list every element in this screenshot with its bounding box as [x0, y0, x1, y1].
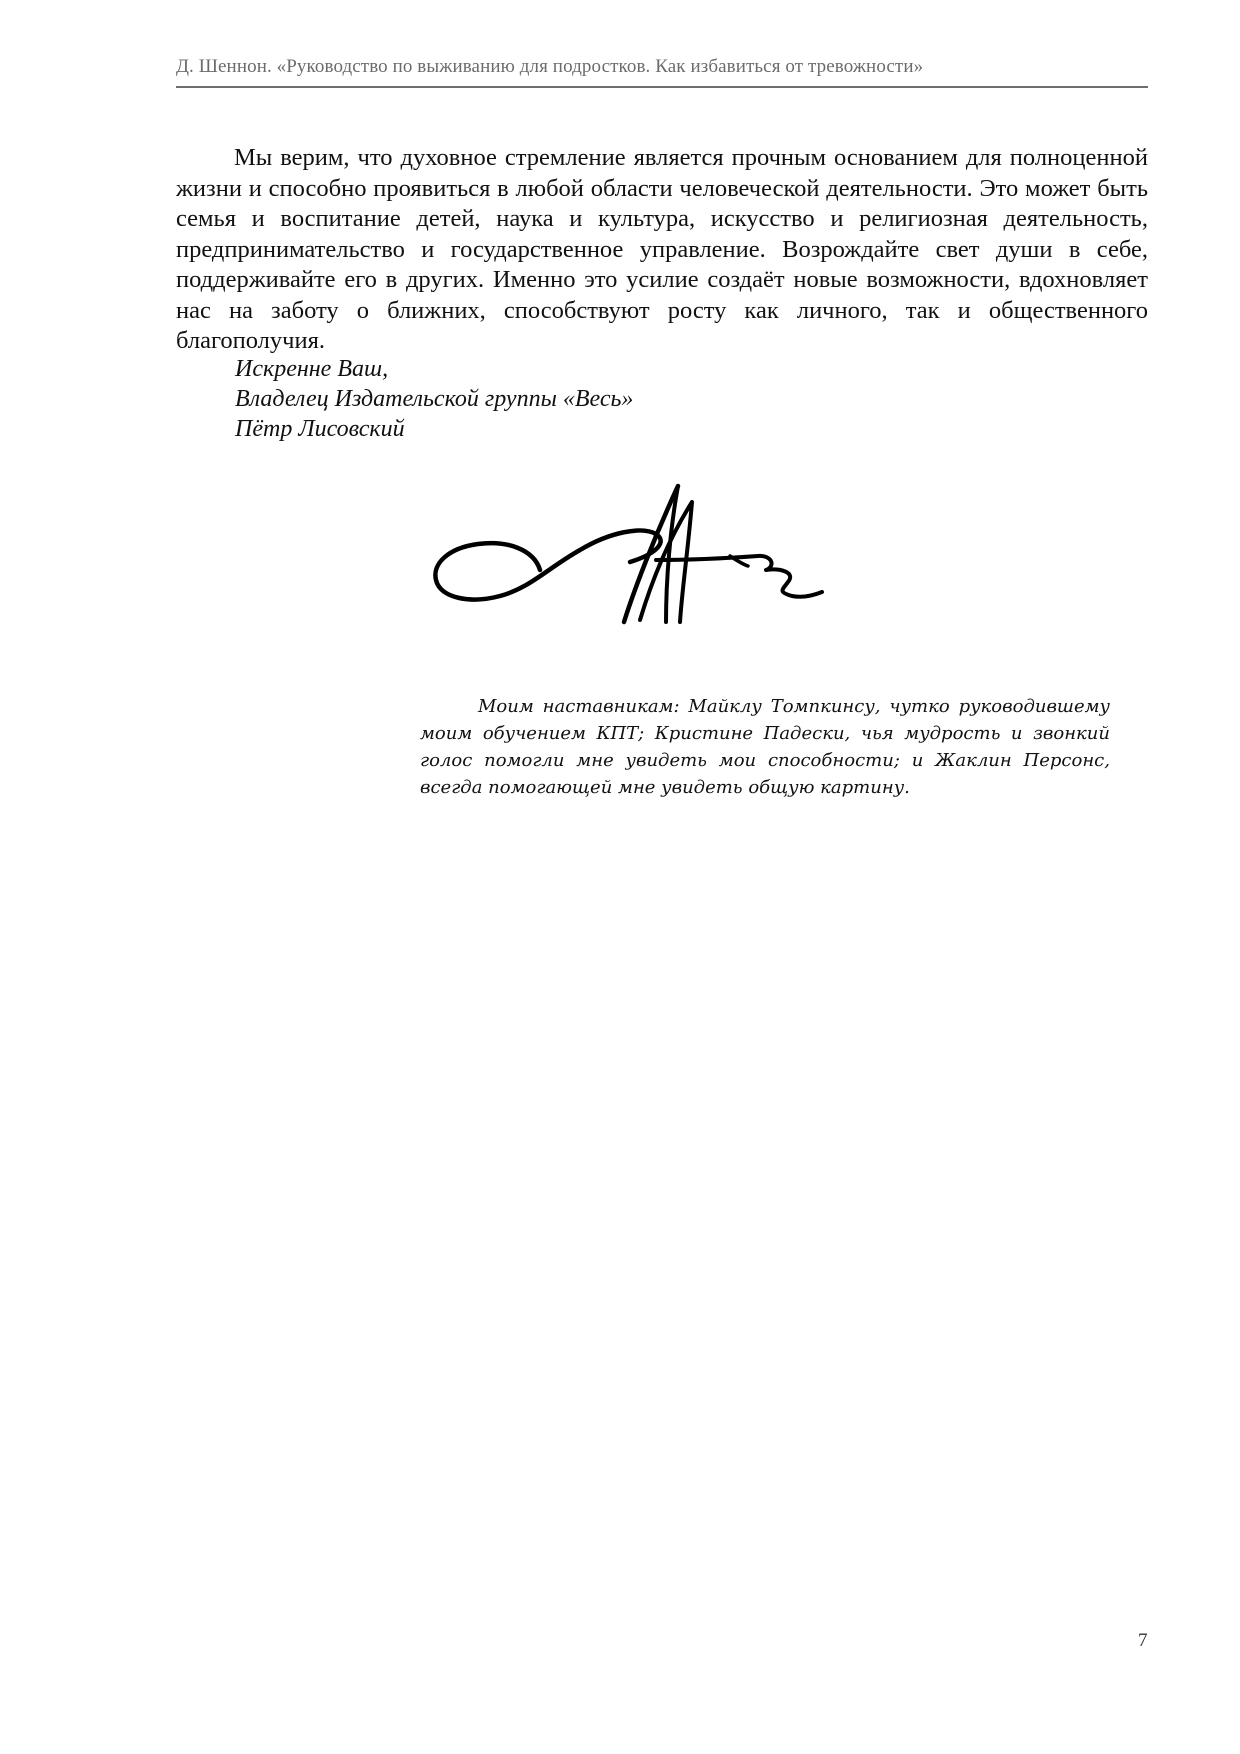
signoff-name: Пётр Лисовский	[235, 416, 405, 442]
handwritten-signature	[430, 480, 910, 640]
page-number: 7	[1138, 1630, 1148, 1651]
body-paragraph: Мы верим, что духовное стремление является прочным основанием для полноценной жизни и способно проявиться в любой области человеческой деятельности. Это может быть семья и воспитание детей, наука и культура, искусство и религиозная деятельность, предпринимательство и государственное управление. Возрождайте свет души в себе, поддерживайте его в других. Именно это усилие создаёт новые возможности, вдохновляет нас на заботу о ближних, способствуют росту как личного, так и общественного благополучия.	[176, 144, 1148, 354]
running-header: Д. Шеннон. «Руководство по выживанию для подростков. Как избавиться от тревожности»	[176, 56, 924, 77]
dedication-paragraph: Моим наставникам: Майклу Томпкинсу, чутко руководившему моим обучением КПТ; Кристине Падески, чья мудрость и звонкий голос помогли мне увидеть мои способности; и Жаклин Персонс, всегда помогающей мне увидеть общую картину.	[420, 696, 1110, 798]
signoff-block	[235, 354, 633, 444]
header-rule	[176, 86, 1148, 88]
signature-loop-stroke	[435, 531, 660, 600]
signoff-position: Владелец Издательской группы «Весь»	[235, 386, 634, 412]
signoff-closing: Искренне Ваш,	[235, 356, 389, 382]
